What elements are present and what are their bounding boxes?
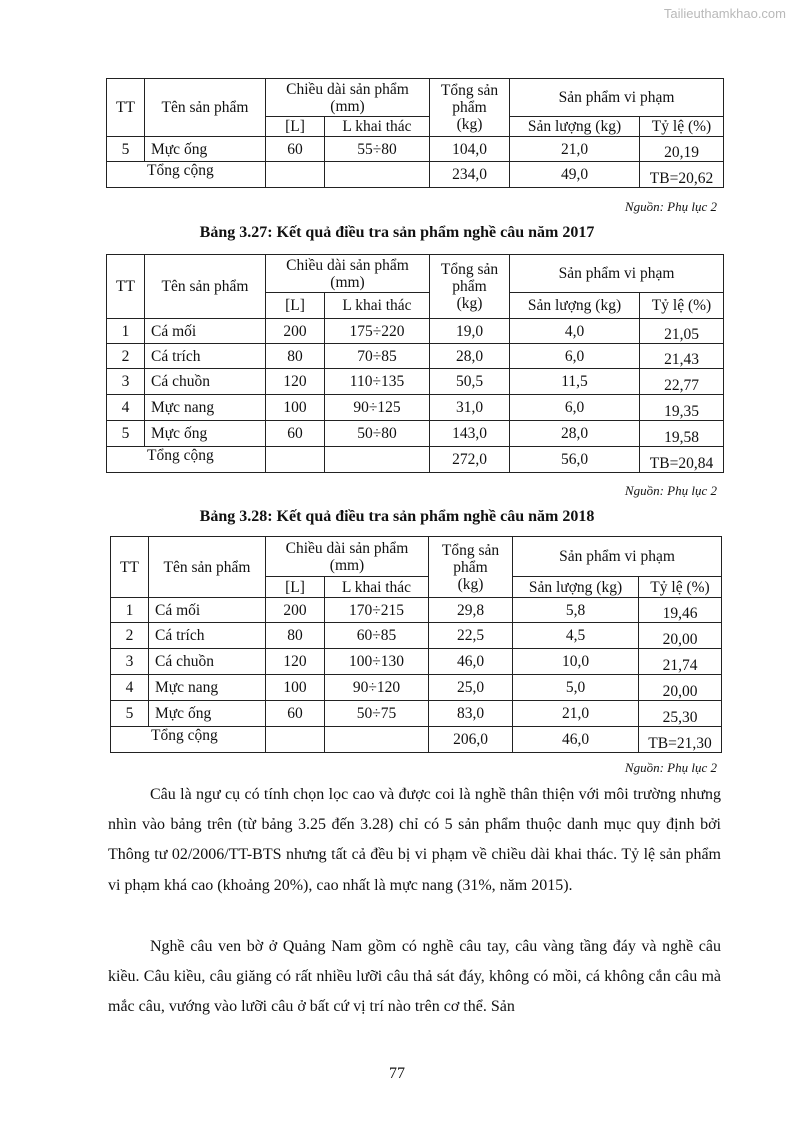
cell-ratio: 20,19	[640, 137, 724, 162]
table-caption-2017: Bảng 3.27: Kết quả điều tra sản phẩm nghề câu năm 2017	[199, 224, 595, 241]
col-violation: Sản phẩm vi phạm	[513, 537, 722, 577]
cell-l-exploit: 60÷85	[325, 623, 429, 649]
table-row	[107, 344, 724, 369]
cell-ratio: 20,00	[639, 623, 722, 649]
cell-l: 60	[266, 701, 325, 727]
total-ratio: TB=20,62	[640, 162, 724, 188]
total-row	[107, 162, 724, 188]
total-row	[111, 727, 722, 753]
cell-tt: 5	[107, 421, 145, 447]
cell-total: 28,0	[430, 344, 510, 369]
col-length: Chiều dài sản phẩm (mm)	[266, 537, 429, 577]
table-row	[107, 319, 724, 344]
cell-output: 6,0	[510, 344, 640, 369]
body-paragraph: Câu là ngư cụ có tính chọn lọc cao và được coi là nghề thân thiện với môi trường nhưng nhìn vào bảng trên (từ bảng 3.25 đến 3.28) chỉ có 5 sản phẩm thuộc danh mục quy định bởi Thông tư 02/2006/TT-BTS nhưng tất cả đều bị vi phạm về chiều dài khai thác. Tỷ lệ sản phẩm vi phạm khá cao (khoảng 20%), cao nhất là mực nang (31%, năm 2015).	[108, 786, 721, 894]
total-weight: 234,0	[430, 162, 510, 188]
table-2017	[106, 254, 724, 473]
cell-name: Cá chuồn	[149, 649, 266, 675]
header-row	[107, 255, 724, 293]
cell-tt: 3	[111, 649, 149, 675]
cell-empty	[325, 447, 430, 473]
cell-l: 60	[266, 421, 325, 447]
col-name: Tên sản phẩm	[149, 537, 266, 598]
table-row	[111, 649, 722, 675]
cell-output: 6,0	[510, 395, 640, 421]
cell-tt: 4	[111, 675, 149, 701]
page-number: 77	[389, 1065, 405, 1082]
col-total: Tổng sản phẩm (kg)	[429, 537, 513, 598]
cell-name: Cá trích	[149, 623, 266, 649]
cell-tt: 1	[107, 319, 145, 344]
cell-name: Mực nang	[149, 675, 266, 701]
cell-tt: 2	[111, 623, 149, 649]
total-ratio: TB=21,30	[639, 727, 722, 753]
header-row	[111, 537, 722, 577]
total-row	[107, 447, 724, 473]
cell-l: 80	[266, 623, 325, 649]
total-weight: 206,0	[429, 727, 513, 753]
cell-name: Mực ống	[149, 701, 266, 727]
cell-total: 46,0	[429, 649, 513, 675]
col-output: Sản lượng (kg)	[510, 293, 640, 319]
cell-ratio: 22,77	[640, 369, 724, 395]
col-output: Sản lượng (kg)	[510, 117, 640, 137]
col-name: Tên sản phẩm	[145, 255, 266, 319]
source-note: Nguồn: Phụ lục 2	[624, 760, 717, 775]
total-output: 56,0	[510, 447, 640, 473]
cell-l-exploit: 50÷80	[325, 421, 430, 447]
total-ratio: TB=20,84	[640, 447, 724, 473]
cell-empty	[325, 727, 429, 753]
cell-l-exploit: 170÷215	[325, 598, 429, 623]
cell-total: 83,0	[429, 701, 513, 727]
cell-output: 21,0	[513, 701, 639, 727]
cell-l: 120	[266, 369, 325, 395]
body-paragraph: Nghề câu ven bờ ở Quảng Nam gồm có nghề câu tay, câu vàng tầng đáy và nghề câu kiều. Câu kiều, câu giăng có rất nhiều lưỡi câu thả sát đáy, không có mồi, cá không cắn câu mà mắc câu, vướng vào lưỡi câu ở bất cứ vị trí nào trên cơ thể. Sản	[108, 938, 721, 1016]
col-total: Tổng sản phẩm (kg)	[430, 255, 510, 319]
cell-tt: 5	[107, 137, 145, 162]
cell-name: Cá mối	[149, 598, 266, 623]
cell-tt: 4	[107, 395, 145, 421]
table-row	[107, 395, 724, 421]
cell-name: Cá trích	[145, 344, 266, 369]
cell-output: 28,0	[510, 421, 640, 447]
col-name: Tên sản phẩm	[145, 79, 266, 137]
cell-name: Mực nang	[145, 395, 266, 421]
col-l: [L]	[266, 117, 325, 137]
header-row	[107, 79, 724, 117]
col-l: [L]	[266, 577, 325, 598]
table-row	[107, 137, 724, 162]
table-row	[111, 623, 722, 649]
cell-name: Mực ống	[145, 421, 266, 447]
cell-output: 5,8	[513, 598, 639, 623]
cell-l: 80	[266, 344, 325, 369]
col-ratio: Tỷ lệ (%)	[640, 117, 724, 137]
cell-l-exploit: 110÷135	[325, 369, 430, 395]
source-note: Nguồn: Phụ lục 2	[624, 483, 717, 498]
cell-empty	[325, 162, 430, 188]
col-l-exploit: L khai thác	[325, 293, 430, 319]
cell-l-exploit: 90÷120	[325, 675, 429, 701]
col-tt: TT	[107, 255, 145, 319]
col-length: Chiều dài sản phẩm (mm)	[266, 79, 430, 117]
table-2018	[110, 536, 722, 753]
cell-ratio: 20,00	[639, 675, 722, 701]
cell-ratio: 19,58	[640, 421, 724, 447]
col-ratio: Tỷ lệ (%)	[640, 293, 724, 319]
col-l-exploit: L khai thác	[325, 117, 430, 137]
cell-output: 10,0	[513, 649, 639, 675]
cell-output: 4,5	[513, 623, 639, 649]
total-output: 46,0	[513, 727, 639, 753]
col-l: [L]	[266, 293, 325, 319]
cell-total: 50,5	[430, 369, 510, 395]
total-weight: 272,0	[430, 447, 510, 473]
cell-total: 104,0	[430, 137, 510, 162]
source-note: Nguồn: Phụ lục 2	[624, 199, 717, 214]
cell-total: 25,0	[429, 675, 513, 701]
col-violation: Sản phẩm vi phạm	[510, 255, 724, 293]
table-row	[111, 675, 722, 701]
cell-l-exploit: 70÷85	[325, 344, 430, 369]
cell-l: 60	[266, 137, 325, 162]
cell-output: 4,0	[510, 319, 640, 344]
cell-tt: 1	[111, 598, 149, 623]
cell-l-exploit: 55÷80	[325, 137, 430, 162]
cell-ratio: 19,46	[639, 598, 722, 623]
col-total: Tổng sản phẩm (kg)	[430, 79, 510, 137]
total-label: Tổng cộng	[111, 727, 266, 753]
cell-ratio: 25,30	[639, 701, 722, 727]
col-length: Chiều dài sản phẩm (mm)	[266, 255, 430, 293]
col-ratio: Tỷ lệ (%)	[639, 577, 722, 598]
cell-tt: 2	[107, 344, 145, 369]
cell-output: 21,0	[510, 137, 640, 162]
cell-total: 19,0	[430, 319, 510, 344]
cell-empty	[266, 727, 325, 753]
cell-ratio: 21,05	[640, 319, 724, 344]
cell-l: 200	[266, 319, 325, 344]
cell-total: 22,5	[429, 623, 513, 649]
col-output: Sản lượng (kg)	[513, 577, 639, 598]
table-row	[111, 701, 722, 727]
cell-output: 11,5	[510, 369, 640, 395]
cell-name: Cá chuồn	[145, 369, 266, 395]
watermark: Tailieuthamkhao.com	[663, 6, 786, 21]
cell-l-exploit: 175÷220	[325, 319, 430, 344]
cell-ratio: 21,43	[640, 344, 724, 369]
cell-ratio: 21,74	[639, 649, 722, 675]
cell-l-exploit: 90÷125	[325, 395, 430, 421]
table-row	[107, 421, 724, 447]
total-label: Tổng cộng	[107, 447, 266, 473]
cell-l: 100	[266, 395, 325, 421]
cell-empty	[266, 162, 325, 188]
cell-l: 120	[266, 649, 325, 675]
col-tt: TT	[107, 79, 145, 137]
cell-tt: 5	[111, 701, 149, 727]
col-tt: TT	[111, 537, 149, 598]
cell-total: 143,0	[430, 421, 510, 447]
total-label: Tổng cộng	[107, 162, 266, 188]
cell-l-exploit: 50÷75	[325, 701, 429, 727]
cell-total: 31,0	[430, 395, 510, 421]
table-caption-2018: Bảng 3.28: Kết quả điều tra sản phẩm nghề câu năm 2018	[199, 508, 595, 525]
cell-name: Mực ống	[145, 137, 266, 162]
cell-l-exploit: 100÷130	[325, 649, 429, 675]
cell-name: Cá mối	[145, 319, 266, 344]
cell-output: 5,0	[513, 675, 639, 701]
table-row	[111, 598, 722, 623]
cell-l: 100	[266, 675, 325, 701]
col-l-exploit: L khai thác	[325, 577, 429, 598]
cell-l: 200	[266, 598, 325, 623]
total-output: 49,0	[510, 162, 640, 188]
col-violation: Sản phẩm vi phạm	[510, 79, 724, 117]
table-continuation	[106, 78, 724, 188]
cell-total: 29,8	[429, 598, 513, 623]
cell-ratio: 19,35	[640, 395, 724, 421]
cell-tt: 3	[107, 369, 145, 395]
cell-empty	[266, 447, 325, 473]
table-row	[107, 369, 724, 395]
